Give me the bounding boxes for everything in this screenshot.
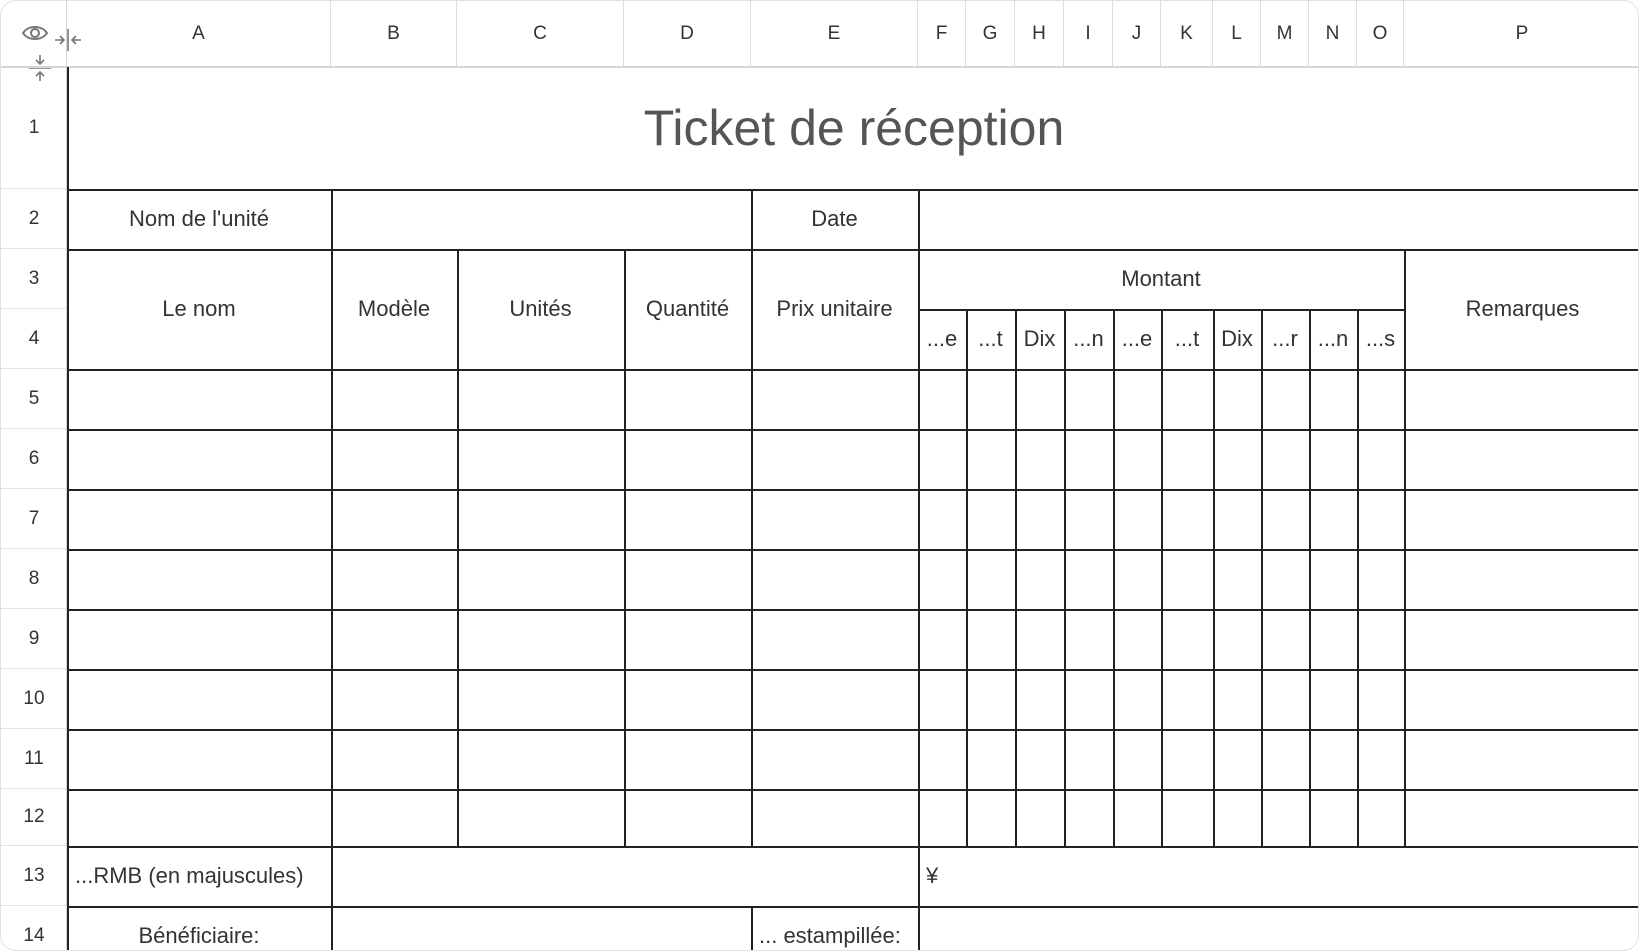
data-cell[interactable] bbox=[1309, 789, 1357, 846]
data-cell[interactable] bbox=[1261, 609, 1309, 669]
row-header-2[interactable]: 2 bbox=[1, 189, 67, 249]
sheet-title[interactable]: Ticket de réception bbox=[643, 100, 1065, 156]
data-cell[interactable] bbox=[1064, 729, 1113, 789]
data-cell[interactable] bbox=[1261, 669, 1309, 729]
data-cell[interactable] bbox=[624, 369, 751, 429]
date-value-cell[interactable] bbox=[918, 189, 1639, 249]
column-border bbox=[1261, 309, 1263, 846]
column-border bbox=[67, 67, 69, 951]
data-cell[interactable] bbox=[1064, 429, 1113, 489]
column-border bbox=[1309, 309, 1311, 846]
data-cell[interactable] bbox=[331, 789, 457, 846]
data-cell[interactable] bbox=[966, 429, 1015, 489]
column-border bbox=[1113, 309, 1115, 846]
date-label[interactable]: Date bbox=[811, 206, 858, 231]
name-header[interactable]: Le nom bbox=[162, 296, 236, 321]
data-cell[interactable] bbox=[1261, 369, 1309, 429]
data-cell[interactable] bbox=[624, 489, 751, 549]
data-cell[interactable] bbox=[751, 429, 918, 489]
data-cell[interactable] bbox=[918, 669, 966, 729]
model-header[interactable]: Modèle bbox=[357, 296, 431, 321]
data-cell[interactable] bbox=[67, 549, 331, 609]
data-cell[interactable] bbox=[457, 669, 624, 729]
data-cell[interactable] bbox=[1161, 609, 1213, 669]
column-header-d[interactable]: D bbox=[624, 1, 751, 67]
data-cell[interactable] bbox=[624, 609, 751, 669]
data-cell[interactable] bbox=[624, 429, 751, 489]
data-cell[interactable] bbox=[67, 669, 331, 729]
row-header-7[interactable]: 7 bbox=[1, 489, 67, 549]
data-cell[interactable] bbox=[1015, 609, 1064, 669]
row-header-6[interactable]: 6 bbox=[1, 429, 67, 489]
data-cell[interactable] bbox=[1213, 669, 1261, 729]
column-header-i[interactable]: I bbox=[1064, 1, 1113, 67]
data-cell[interactable] bbox=[67, 369, 331, 429]
data-cell[interactable] bbox=[331, 729, 457, 789]
amount-digit-header[interactable]: ...t bbox=[978, 326, 1003, 351]
amount-digit-header[interactable]: ...n bbox=[1073, 326, 1104, 351]
data-cell[interactable] bbox=[1309, 489, 1357, 549]
data-cell[interactable] bbox=[67, 609, 331, 669]
column-border bbox=[751, 906, 753, 951]
data-cell[interactable] bbox=[1309, 609, 1357, 669]
data-cell[interactable] bbox=[1113, 369, 1161, 429]
column-border bbox=[1213, 309, 1215, 846]
data-cell[interactable] bbox=[457, 609, 624, 669]
column-header-n[interactable]: N bbox=[1309, 1, 1357, 67]
column-header-h[interactable]: H bbox=[1015, 1, 1064, 67]
data-cell[interactable] bbox=[331, 429, 457, 489]
column-header-j[interactable]: J bbox=[1113, 1, 1161, 67]
data-cell[interactable] bbox=[331, 369, 457, 429]
amount-digit-header[interactable]: ...e bbox=[1121, 326, 1153, 351]
data-cell[interactable] bbox=[67, 429, 331, 489]
data-cell[interactable] bbox=[918, 609, 966, 669]
unit-name-value-cell[interactable] bbox=[331, 189, 751, 249]
data-cell[interactable] bbox=[1161, 729, 1213, 789]
amount-digit-header[interactable]: ...e bbox=[926, 326, 958, 351]
data-cell[interactable] bbox=[1357, 429, 1404, 489]
data-cell[interactable] bbox=[1357, 489, 1404, 549]
column-header-c[interactable]: C bbox=[457, 1, 624, 67]
data-cell[interactable] bbox=[1161, 669, 1213, 729]
data-cell[interactable] bbox=[1113, 489, 1161, 549]
data-cell[interactable] bbox=[1261, 729, 1309, 789]
data-cell[interactable] bbox=[1113, 609, 1161, 669]
row-header-3[interactable]: 3 bbox=[1, 249, 67, 309]
data-cell[interactable] bbox=[751, 729, 918, 789]
data-cell[interactable] bbox=[67, 789, 331, 846]
data-cell[interactable] bbox=[1213, 549, 1261, 609]
data-cell[interactable] bbox=[1404, 729, 1639, 789]
data-cell[interactable] bbox=[918, 429, 966, 489]
row-border bbox=[67, 906, 1639, 908]
column-header-a[interactable]: A bbox=[67, 1, 331, 67]
data-cell[interactable] bbox=[751, 489, 918, 549]
data-cell[interactable] bbox=[1015, 429, 1064, 489]
data-cell[interactable] bbox=[1309, 369, 1357, 429]
data-cell[interactable] bbox=[67, 489, 331, 549]
row-header-13[interactable]: 13 bbox=[1, 846, 67, 906]
amount-header[interactable]: Montant bbox=[1121, 266, 1201, 291]
data-cell[interactable] bbox=[1309, 549, 1357, 609]
data-cell[interactable] bbox=[1213, 729, 1261, 789]
data-cell[interactable] bbox=[1309, 729, 1357, 789]
data-cell[interactable] bbox=[1404, 369, 1639, 429]
eye-icon[interactable] bbox=[21, 23, 49, 43]
row-border bbox=[67, 846, 1639, 848]
data-cell[interactable] bbox=[918, 489, 966, 549]
data-cell[interactable] bbox=[457, 549, 624, 609]
column-border bbox=[1161, 309, 1163, 846]
amount-digit-header[interactable]: ...t bbox=[1174, 326, 1200, 351]
remarks-header[interactable]: Remarques bbox=[1465, 296, 1580, 321]
column-header-o[interactable]: O bbox=[1357, 1, 1404, 67]
data-cell[interactable] bbox=[1357, 549, 1404, 609]
data-cell[interactable] bbox=[624, 669, 751, 729]
column-header-m[interactable]: M bbox=[1261, 1, 1309, 67]
data-cell[interactable] bbox=[751, 789, 918, 846]
data-cell[interactable] bbox=[1213, 789, 1261, 846]
column-header-f[interactable]: F bbox=[918, 1, 966, 67]
data-cell[interactable] bbox=[1064, 489, 1113, 549]
row-header-12[interactable]: 12 bbox=[1, 789, 67, 846]
data-cell[interactable] bbox=[457, 369, 624, 429]
data-cell[interactable] bbox=[1357, 669, 1404, 729]
row-header-1[interactable]: 1 bbox=[1, 67, 67, 189]
data-cell[interactable] bbox=[457, 429, 624, 489]
data-cell[interactable] bbox=[457, 729, 624, 789]
column-header-l[interactable]: L bbox=[1213, 1, 1261, 67]
data-cell[interactable] bbox=[1404, 549, 1639, 609]
data-cell[interactable] bbox=[331, 489, 457, 549]
data-cell[interactable] bbox=[624, 549, 751, 609]
beneficiary-label[interactable]: Bénéficiaire: bbox=[138, 923, 260, 948]
column-header-k[interactable]: K bbox=[1161, 1, 1213, 67]
column-border bbox=[457, 249, 459, 846]
data-cell[interactable] bbox=[1404, 489, 1639, 549]
data-cell[interactable] bbox=[1015, 729, 1064, 789]
data-cell[interactable] bbox=[1404, 789, 1639, 846]
data-cell[interactable] bbox=[966, 369, 1015, 429]
row-header-4[interactable]: 4 bbox=[1, 309, 67, 369]
total-amount-words-cell[interactable] bbox=[331, 846, 918, 906]
column-border bbox=[331, 189, 333, 951]
data-cell[interactable] bbox=[1064, 789, 1113, 846]
column-border bbox=[624, 249, 626, 846]
row-header-14[interactable]: 14 bbox=[1, 906, 67, 951]
data-cell[interactable] bbox=[1161, 489, 1213, 549]
data-cell[interactable] bbox=[67, 729, 331, 789]
column-border bbox=[1404, 249, 1406, 846]
data-cell[interactable] bbox=[1357, 729, 1404, 789]
total-amount-label[interactable]: ...RMB (en majuscules) bbox=[75, 863, 304, 888]
data-cell[interactable] bbox=[1213, 489, 1261, 549]
data-cell[interactable] bbox=[1015, 369, 1064, 429]
data-cell[interactable] bbox=[1161, 369, 1213, 429]
row-header-11[interactable]: 11 bbox=[1, 729, 67, 789]
data-cell[interactable] bbox=[918, 729, 966, 789]
data-cell[interactable] bbox=[1357, 369, 1404, 429]
data-cell[interactable] bbox=[1113, 549, 1161, 609]
data-cell[interactable] bbox=[1015, 789, 1064, 846]
data-cell[interactable] bbox=[1064, 369, 1113, 429]
column-header-g[interactable]: G bbox=[966, 1, 1015, 67]
data-cell[interactable] bbox=[1161, 549, 1213, 609]
data-cell[interactable] bbox=[331, 669, 457, 729]
data-cell[interactable] bbox=[918, 549, 966, 609]
data-cell[interactable] bbox=[1064, 549, 1113, 609]
amount-digit-header[interactable]: Dix bbox=[1023, 326, 1056, 351]
data-cell[interactable] bbox=[1357, 609, 1404, 669]
amount-digit-header[interactable]: ...r bbox=[1272, 326, 1298, 351]
data-cell[interactable] bbox=[1113, 729, 1161, 789]
data-cell[interactable] bbox=[1357, 789, 1404, 846]
data-cell[interactable] bbox=[1309, 429, 1357, 489]
column-border bbox=[918, 189, 920, 951]
column-border bbox=[751, 189, 753, 846]
data-cell[interactable] bbox=[1404, 669, 1639, 729]
column-border bbox=[966, 309, 968, 846]
data-cell[interactable] bbox=[1404, 429, 1639, 489]
data-cell[interactable] bbox=[918, 789, 966, 846]
row-border bbox=[67, 189, 1639, 191]
data-cell[interactable] bbox=[751, 669, 918, 729]
data-cell[interactable] bbox=[1015, 549, 1064, 609]
amount-digit-header[interactable]: Dix bbox=[1221, 326, 1253, 351]
data-cell[interactable] bbox=[1213, 369, 1261, 429]
amount-digit-header[interactable]: ...n bbox=[1317, 326, 1349, 351]
unit-price-header[interactable]: Prix unitaire bbox=[776, 296, 893, 321]
beneficiary-value-cell[interactable] bbox=[331, 906, 751, 951]
units-header[interactable]: Unités bbox=[509, 296, 572, 321]
data-cell[interactable] bbox=[1064, 669, 1113, 729]
column-header-p[interactable]: P bbox=[1404, 1, 1639, 67]
data-cell[interactable] bbox=[457, 789, 624, 846]
data-cell[interactable] bbox=[1064, 609, 1113, 669]
data-cell[interactable] bbox=[1161, 429, 1213, 489]
data-cell[interactable] bbox=[966, 669, 1015, 729]
data-cell[interactable] bbox=[751, 609, 918, 669]
data-cell[interactable] bbox=[624, 789, 751, 846]
amount-digit-header[interactable]: ...s bbox=[1365, 326, 1396, 351]
data-cell[interactable] bbox=[1261, 549, 1309, 609]
data-cell[interactable] bbox=[624, 729, 751, 789]
row-header-10[interactable]: 10 bbox=[1, 669, 67, 729]
data-cell[interactable] bbox=[1261, 429, 1309, 489]
data-cell[interactable] bbox=[1404, 609, 1639, 669]
column-header-b[interactable]: B bbox=[331, 1, 457, 67]
data-cell[interactable] bbox=[1261, 489, 1309, 549]
stamp-label[interactable]: ... estampillée: bbox=[759, 923, 901, 948]
data-cell[interactable] bbox=[1015, 669, 1064, 729]
data-cell[interactable] bbox=[1213, 609, 1261, 669]
data-cell[interactable] bbox=[966, 489, 1015, 549]
data-cell[interactable] bbox=[751, 369, 918, 429]
column-border bbox=[1064, 309, 1066, 846]
data-cell[interactable] bbox=[1015, 489, 1064, 549]
row-header-8[interactable]: 8 bbox=[1, 549, 67, 609]
data-cell[interactable] bbox=[331, 549, 457, 609]
data-cell[interactable] bbox=[1113, 669, 1161, 729]
data-cell[interactable] bbox=[1261, 789, 1309, 846]
data-cell[interactable] bbox=[918, 369, 966, 429]
data-cell[interactable] bbox=[1161, 789, 1213, 846]
column-border bbox=[1015, 309, 1017, 846]
column-header-e[interactable]: E bbox=[751, 1, 918, 67]
currency-symbol[interactable]: ¥ bbox=[926, 863, 939, 888]
data-cell[interactable] bbox=[966, 549, 1015, 609]
data-cell[interactable] bbox=[1213, 429, 1261, 489]
row-header-9[interactable]: 9 bbox=[1, 609, 67, 669]
data-cell[interactable] bbox=[1113, 789, 1161, 846]
row-header-5[interactable]: 5 bbox=[1, 369, 67, 429]
column-border bbox=[1357, 309, 1359, 846]
data-cell[interactable] bbox=[751, 549, 918, 609]
data-cell[interactable] bbox=[966, 729, 1015, 789]
column-header-border bbox=[1, 66, 1639, 68]
data-cell[interactable] bbox=[457, 489, 624, 549]
data-cell[interactable] bbox=[966, 609, 1015, 669]
stamp-value-cell[interactable] bbox=[918, 906, 1639, 951]
quantity-header[interactable]: Quantité bbox=[645, 296, 730, 321]
data-cell[interactable] bbox=[331, 609, 457, 669]
unit-name-label[interactable]: Nom de l'unité bbox=[129, 206, 269, 231]
data-cell[interactable] bbox=[1113, 429, 1161, 489]
data-cell[interactable] bbox=[1309, 669, 1357, 729]
data-cell[interactable] bbox=[966, 789, 1015, 846]
